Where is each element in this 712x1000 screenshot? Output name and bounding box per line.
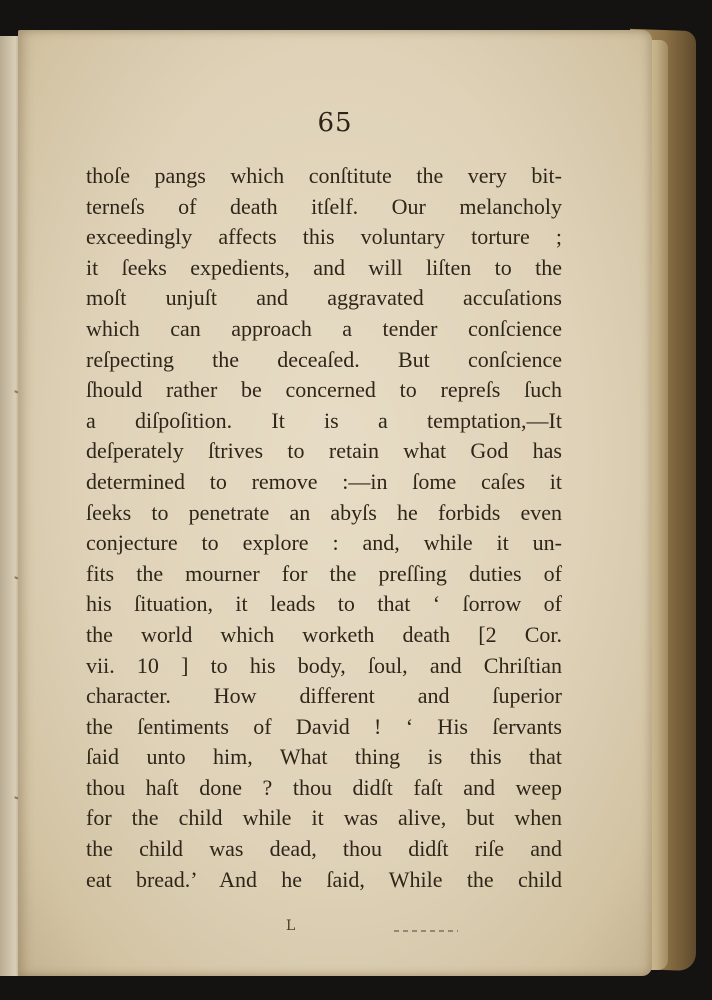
text-line: ſaid unto him, What thing is this that	[86, 744, 562, 770]
text-line: thou haſt done ? thou didſt faſt and weep	[86, 774, 562, 800]
text-line: for the child while it was alive, but when	[86, 805, 562, 831]
text-line: reſpecting the deceaſed. But conſcience	[86, 346, 562, 372]
text-line: moſt unjuſt and aggravated accuſations	[86, 285, 562, 311]
text-line: terneſs of death itſelf. Our melancholy	[86, 193, 562, 219]
text-line: which can approach a tender conſcience	[86, 315, 562, 341]
body-text	[86, 161, 562, 895]
footer-rule	[394, 930, 458, 932]
text-line: character. How different and ſuperior	[86, 683, 562, 709]
text-line: a diſpoſition. It is a temptation,—It	[86, 407, 562, 433]
text-line: fits the mourner for the preſſing duties of	[86, 560, 562, 586]
text-line: eat bread.’ And he ſaid, While the child	[86, 866, 562, 892]
signature-mark: L	[286, 918, 296, 934]
text-line: the ſentiments of David ! ‘ His ſervants	[86, 713, 562, 739]
text-line: determined to remove :—in ſome caſes it	[86, 468, 562, 494]
text-line: his ſituation, it leads to that ‘ ſorrow of	[86, 591, 562, 617]
text-line: thoſe pangs which conſtitute the very bit-	[86, 163, 562, 188]
text-line: the world which worketh death [2 Cor.	[86, 621, 562, 647]
text-line: ſeeks to penetrate an abyſs he forbids even	[86, 499, 562, 525]
text-line: vii. 10 ] to his body, ſoul, and Chriſtian	[86, 652, 562, 678]
text-line: deſperately ſtrives to retain what God has	[86, 438, 562, 464]
text-line: it ſeeks expedients, and will liſten to the	[86, 254, 562, 280]
text-line: the child was dead, thou didſt riſe and	[86, 836, 562, 862]
book-page	[18, 30, 652, 976]
text-line: conjecture to explore : and, while it un-	[86, 530, 562, 556]
page-number: 65	[317, 108, 353, 138]
text-line: ſhould rather be concerned to repreſs ſuch	[86, 377, 562, 403]
text-line: exceedingly affects this voluntary torture ;	[86, 224, 562, 250]
